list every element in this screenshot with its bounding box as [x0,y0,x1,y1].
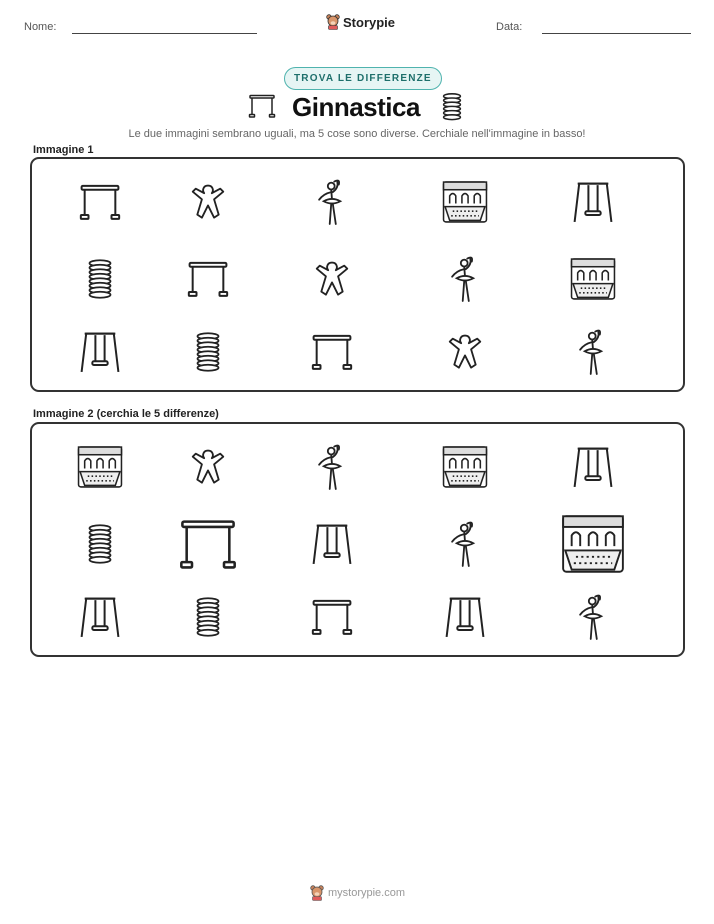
worksheet-title: Ginnastica [292,92,420,122]
image1-panel [30,157,685,392]
spring-icon [72,252,128,306]
date-label: Data: [496,21,523,33]
spring-icon [180,325,236,379]
ballerina-icon [304,175,360,229]
bear-icon [326,14,340,30]
spring-icon [72,517,128,571]
bar-icon [172,510,244,578]
swing-icon [437,590,493,644]
ballerina-icon [565,325,621,379]
bar-icon [72,175,128,229]
bar-icon [304,590,360,644]
puzzle-type-badge: TROVA LE DIFFERENZE [284,67,442,90]
star-jump-icon [304,252,360,306]
image2-panel[interactable] [30,422,685,657]
ballerina-icon [437,517,493,571]
ballerina-icon [565,590,621,644]
bar-icon [304,325,360,379]
bear-icon [310,885,324,901]
swing-icon [565,440,621,494]
bar-icon [180,252,236,306]
gym-hall-icon [437,440,493,494]
swing-icon [72,325,128,379]
gym-hall-icon [437,175,493,229]
footer [310,885,405,901]
star-jump-icon [180,175,236,229]
star-jump-icon [180,440,236,494]
image1-label: Immagine 1 [33,144,94,156]
instructions: Le due immagini sembrano uguali, ma 5 cose sono diverse. Cerchiale nell'immagine in basso! [128,128,586,140]
spring-icon [180,590,236,644]
swing-icon [304,517,360,571]
ballerina-icon [437,252,493,306]
name-line[interactable] [72,33,257,34]
gym-hall-icon [557,510,629,578]
swing-icon [565,175,621,229]
ballerina-icon [304,440,360,494]
swing-icon [72,590,128,644]
name-label: Nome: [24,21,57,33]
title-spring-icon [440,92,464,122]
brand-name: Storypie [343,14,396,30]
gym-hall-icon [565,252,621,306]
image2-label: Immagine 2 (cerchia le 5 differenze) [33,408,219,420]
date-line[interactable] [542,33,691,34]
title-bar-icon [247,93,277,119]
gym-hall-icon [72,440,128,494]
brand-logo [326,14,395,30]
star-jump-icon [437,325,493,379]
footer-site: mystorypie.com [328,887,406,899]
